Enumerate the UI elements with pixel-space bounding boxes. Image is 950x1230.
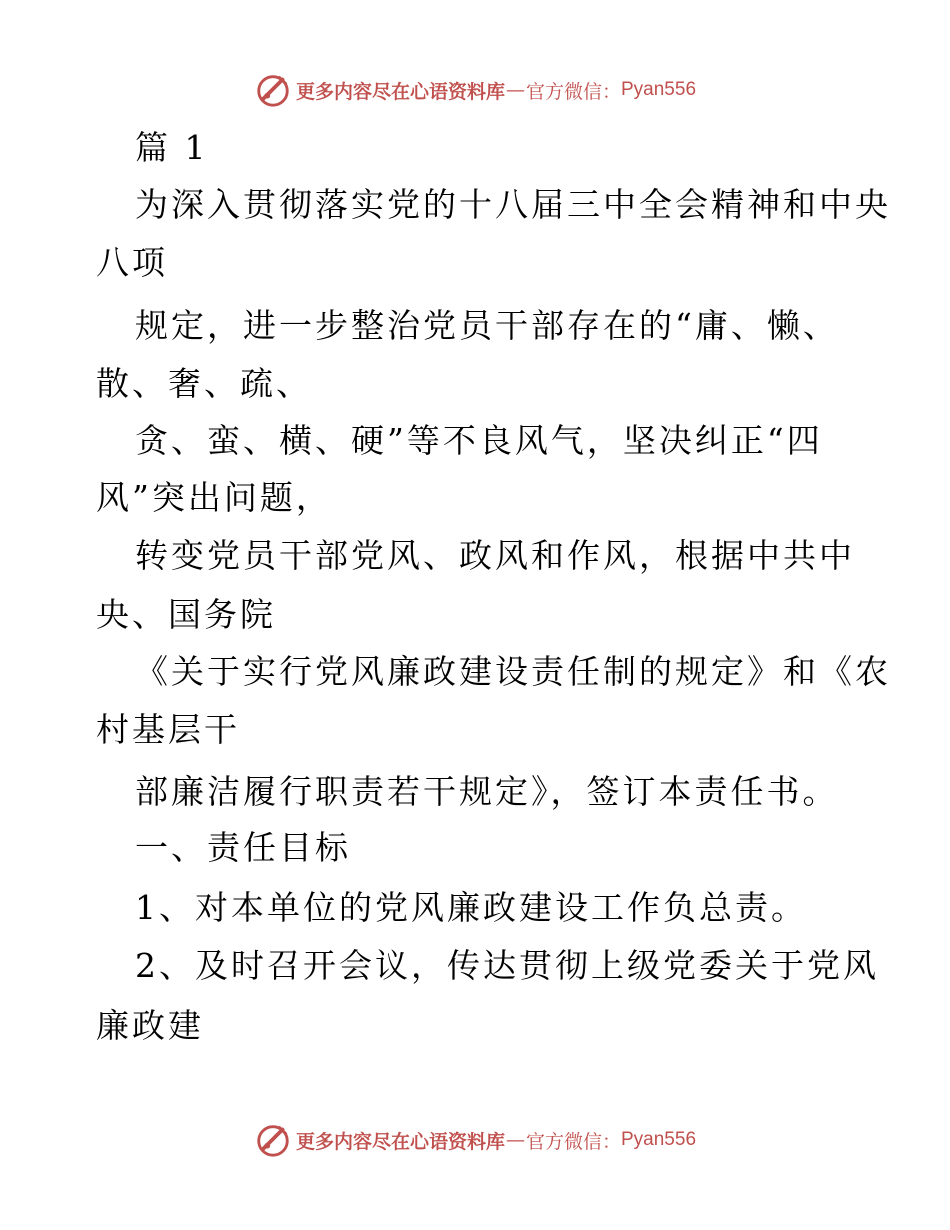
banner-separator: — <box>505 79 525 101</box>
doc-line: 散、奢、疏、 <box>96 364 312 403</box>
brush-seal-logo-icon <box>254 1121 292 1159</box>
doc-line: 转变党员干部党风、政风和作风，根据中共中 <box>135 536 855 575</box>
doc-line: 为深入贯彻落实党的十八届三中全会精神和中央 <box>135 185 891 224</box>
banner-handle: Pyan556 <box>621 1129 697 1150</box>
doc-line: 2、及时召开会议，传达贯彻上级党委关于党风 <box>135 946 879 985</box>
doc-line: 一、责任目标 <box>135 828 351 867</box>
banner-title: 更多内容尽在心语资料库 <box>295 80 505 103</box>
doc-line: 部廉洁履行职责若干规定》，签订本责任书。 <box>135 772 839 811</box>
doc-line: 篇 1 <box>135 128 209 167</box>
doc-line: 规定，进一步整治党员干部存在的“庸、懒、 <box>135 306 839 345</box>
banner-title: 更多内容尽在心语资料库 <box>295 1130 505 1153</box>
header-watermark-banner <box>0 70 950 110</box>
doc-line: 1、对本单位的党风廉政建设工作负总责。 <box>135 888 807 927</box>
banner-wechat-label: 官方微信： <box>525 80 621 103</box>
brush-seal-logo-icon <box>254 71 292 109</box>
banner-separator: — <box>505 1129 525 1151</box>
doc-line: 村基层干 <box>96 710 240 749</box>
doc-line: 贪、蛮、横、硬”等不良风气，坚决纠正“四 <box>135 421 823 460</box>
doc-line: 廉政建 <box>96 1006 204 1045</box>
footer-watermark-banner <box>0 1120 950 1160</box>
banner-wechat-label: 官方微信： <box>525 1130 621 1153</box>
doc-line: 风”突出问题， <box>96 478 332 517</box>
banner-handle: Pyan556 <box>621 79 697 100</box>
doc-line: 《关于实行党风廉政建设责任制的规定》和《农 <box>135 652 891 691</box>
doc-line: 央、国务院 <box>96 595 276 634</box>
doc-line: 八项 <box>96 243 168 282</box>
